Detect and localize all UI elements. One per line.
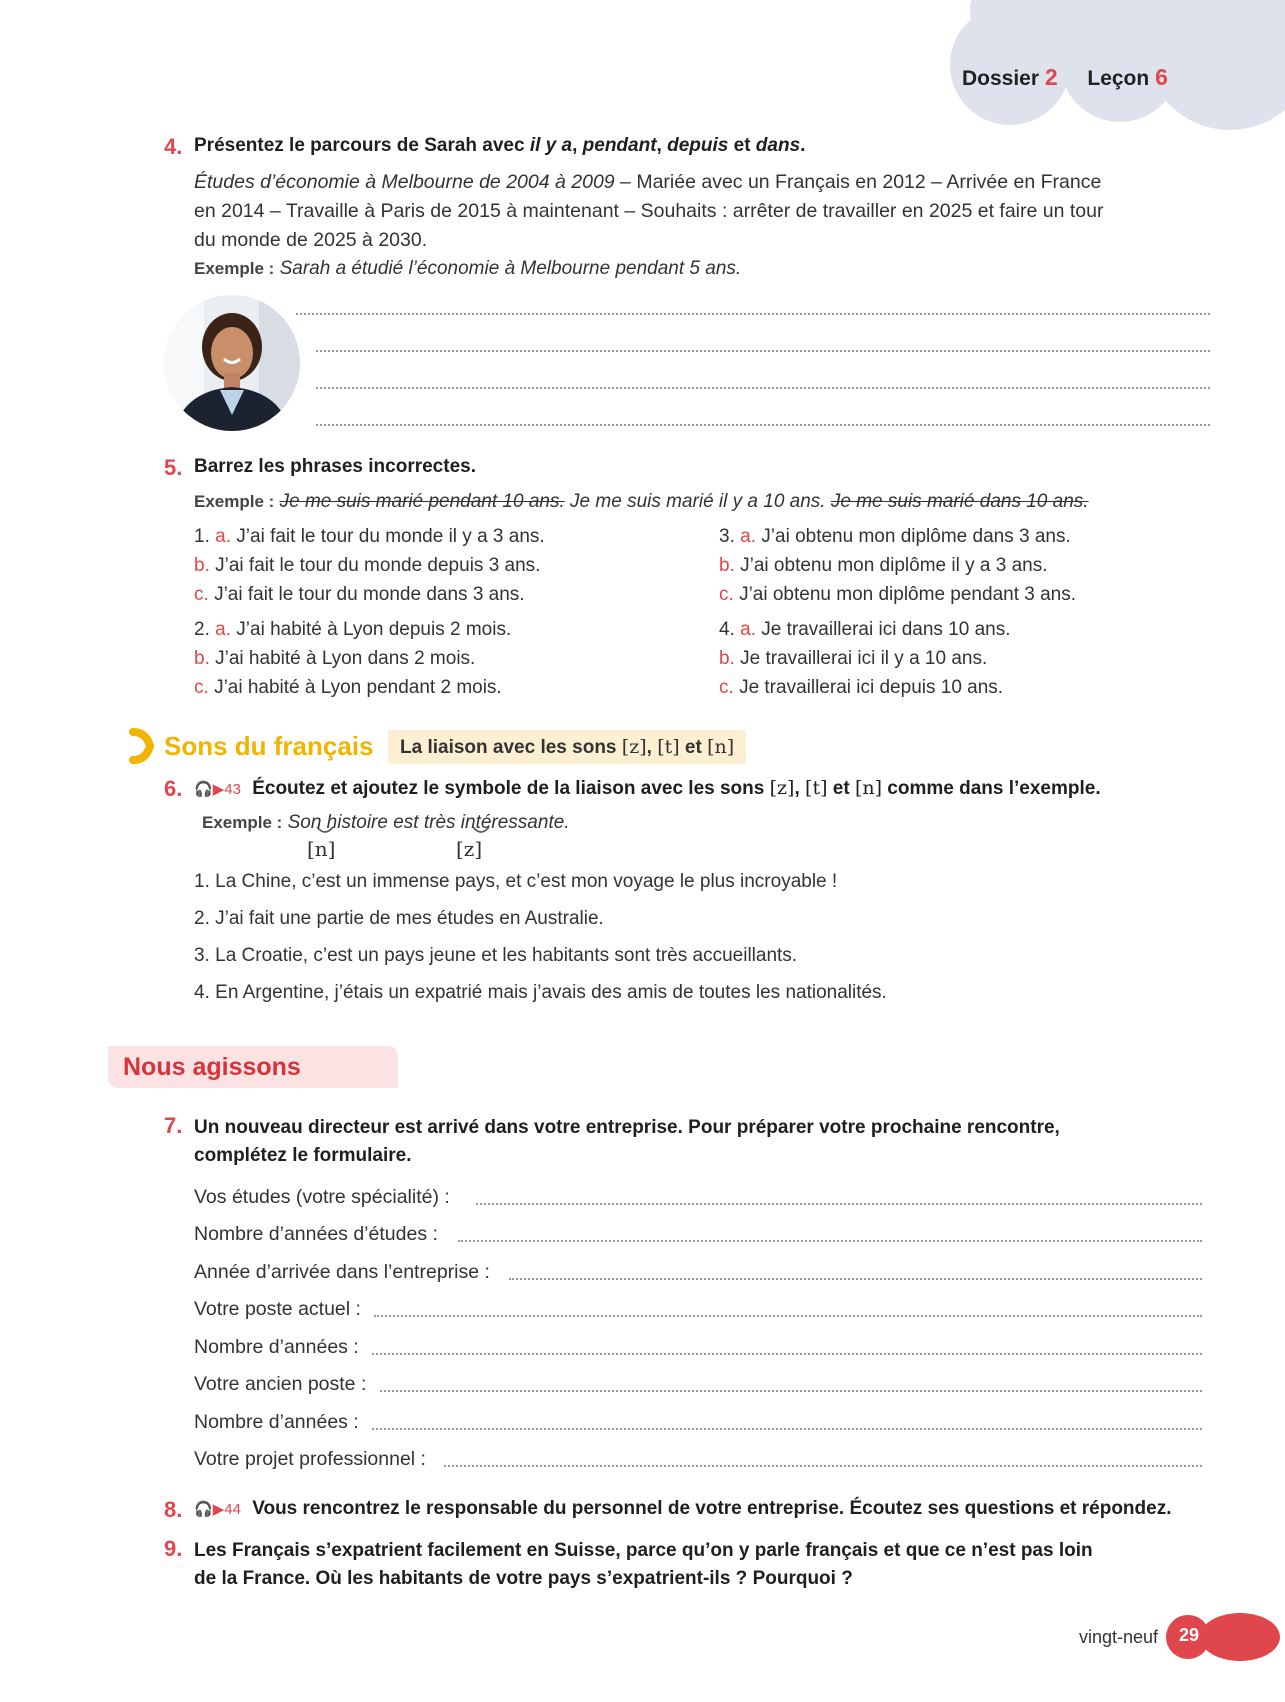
ex5-g2-c-text: J’ai habité à Lyon pendant 2 mois. xyxy=(214,677,502,698)
field-arrivee-label: Année d’arrivée dans l’entreprise : xyxy=(194,1261,490,1283)
sons-tag xyxy=(388,730,746,764)
field-nombre-annees-2 xyxy=(194,1411,359,1434)
sons-tag-sep: , xyxy=(646,737,658,758)
field-ancien-poste-input[interactable] xyxy=(380,1390,1202,1392)
ex5-g3-a-text: J’ai obtenu mon diplôme dans 3 ans. xyxy=(761,526,1071,547)
ex6-title-z: [z] xyxy=(769,777,795,799)
field-annees-etudes-input[interactable] xyxy=(458,1240,1202,1242)
field-etudes xyxy=(194,1186,450,1209)
nous-agissons-title: Nous agissons xyxy=(123,1053,301,1081)
ex5-letter-a: a. xyxy=(215,526,231,547)
ex6-title-sep: , xyxy=(794,778,806,799)
ex4-title-e: , xyxy=(656,135,668,156)
field-ancien-poste-label: Votre ancien poste : xyxy=(194,1373,367,1395)
field-etudes-label: Vos études (votre spécialité) : xyxy=(194,1186,450,1208)
ex6-title-t: [t] xyxy=(805,777,828,799)
liaison-symbol-n: [n] xyxy=(307,837,336,861)
ex4-answer-line-3[interactable] xyxy=(316,387,1210,389)
ex6-item-2-text: J’ai fait une partie de mes études en Australie. xyxy=(215,908,604,929)
field-poste-actuel-label: Votre poste actuel : xyxy=(194,1298,361,1320)
ex5-g2-c[interactable] xyxy=(194,677,502,699)
ex6-title-et: et xyxy=(827,778,855,799)
field-annees-etudes-label: Nombre d’années d’études : xyxy=(194,1223,438,1245)
ex5-g4-b[interactable] xyxy=(719,648,987,670)
ex4-title-c: , xyxy=(572,135,583,156)
ex6-item-4-text: En Argentine, j’étais un expatrié mais j’avais des amis de toutes les nationalités. xyxy=(215,982,887,1003)
sons-tag-et: et xyxy=(679,737,708,758)
ex6-track-number: 43 xyxy=(224,781,241,798)
ex9-line1: Les Français s’expatrient facilement en Suisse, parce qu’on y parle français et que ce n’est pas loin xyxy=(194,1540,1093,1561)
ex5-letter-b: b. xyxy=(719,555,735,576)
ex5-example-correct: Je me suis marié il y a 10 ans. xyxy=(564,491,831,512)
sarah-photo xyxy=(164,295,300,431)
ex5-example-strike-1: Je me suis marié pendant 10 ans. xyxy=(279,491,565,512)
field-projet xyxy=(194,1448,426,1471)
field-poste-actuel xyxy=(194,1298,361,1321)
field-annees-etudes xyxy=(194,1223,438,1246)
ex5-g4-c-text: Je travaillerai ici depuis 10 ans. xyxy=(739,677,1004,698)
header-lesson xyxy=(962,64,1168,91)
lecon-number: 6 xyxy=(1155,64,1168,90)
ex5-letter-b: b. xyxy=(719,648,735,669)
headphones-icon: 🎧 xyxy=(194,1501,213,1518)
ex9-line2: de la France. Où les habitants de votre pays s’expatrient-ils ? Pourquoi ? xyxy=(194,1568,853,1589)
ex6-item-3-text: La Croatie, c’est un pays jeune et les habitants sont très accueillants. xyxy=(215,945,798,966)
ex5-g4-num: 4. xyxy=(719,619,735,640)
ex6-example-text: Son histoire est très intéressante. xyxy=(287,812,570,833)
ex5-g4-c[interactable] xyxy=(719,677,1003,699)
ex4-title-g: et xyxy=(728,135,756,156)
field-nombre-annees-1 xyxy=(194,1336,359,1359)
audio-track-icon: ▶ xyxy=(212,1501,225,1518)
ex6-title-n: [n] xyxy=(854,777,883,799)
ex8-track-number: 44 xyxy=(224,1501,241,1518)
ex5-example-strike-2: Je me suis marié dans 10 ans. xyxy=(830,491,1089,512)
ex6-title-end: comme dans l’exemple. xyxy=(882,778,1101,799)
ex6-item-3-num: 3. xyxy=(194,945,210,966)
ex8-title-text: Vous rencontrez le responsable du personnel de votre entreprise. Écoutez ses questions et répondez. xyxy=(252,1498,1172,1519)
ex7-number: 7. xyxy=(164,1113,183,1138)
ex6-item-3[interactable] xyxy=(194,945,797,967)
field-poste-actuel-input[interactable] xyxy=(374,1315,1202,1317)
ex4-title-i: . xyxy=(800,135,806,156)
liaison-arcs xyxy=(308,822,608,838)
ex4-answer-line-1[interactable] xyxy=(296,313,1210,315)
ex6-item-4-num: 4. xyxy=(194,982,210,1003)
ex5-example xyxy=(194,491,1089,513)
ex5-g1-b[interactable] xyxy=(194,555,540,577)
ex6-item-1[interactable] xyxy=(194,871,837,893)
ex6-item-4[interactable] xyxy=(194,982,887,1004)
ex5-title: Barrez les phrases incorrectes. xyxy=(194,456,476,477)
ex5-g3-num: 3. xyxy=(719,526,735,547)
ex9-number: 9. xyxy=(164,1536,183,1561)
ex5-g4-a-text: Je travaillerai ici dans 10 ans. xyxy=(761,619,1011,640)
field-ancien-poste xyxy=(194,1373,366,1396)
ex4-example-text: Sarah a étudié l’économie à Melbourne pendant 5 ans. xyxy=(279,258,742,279)
ex4-title-depuis: depuis xyxy=(667,135,729,156)
liaison-arc-n xyxy=(317,827,333,832)
ex4-title-ilya: il y a xyxy=(529,135,573,156)
ex4-example-label: Exemple : xyxy=(194,259,275,278)
ex4-answer-line-4[interactable] xyxy=(316,424,1210,426)
ex5-letter-c: c. xyxy=(719,584,734,605)
ex9-title xyxy=(194,1537,1093,1593)
ex4-line3: du monde de 2025 à 2030. xyxy=(194,229,428,251)
ex7-title-line1: Un nouveau directeur est arrivé dans votre entreprise. Pour préparer votre prochaine rencontre, xyxy=(194,1117,1060,1138)
ex7-title-line2: complétez le formulaire. xyxy=(194,1145,412,1166)
ex5-letter-b: b. xyxy=(194,555,210,576)
ex5-g1-c[interactable] xyxy=(194,584,525,606)
ex5-letter-a: a. xyxy=(740,526,756,547)
field-projet-label: Votre projet professionnel : xyxy=(194,1448,426,1470)
ex5-g3-b-text: J’ai obtenu mon diplôme il y a 3 ans. xyxy=(740,555,1048,576)
ex5-g2-b-text: J’ai habité à Lyon dans 2 mois. xyxy=(215,648,476,669)
ex5-g1-b-text: J’ai fait le tour du monde depuis 3 ans. xyxy=(215,555,541,576)
ex4-line1-italic: Études d’économie à Melbourne de 2004 à 2009 xyxy=(194,171,615,193)
ex5-example-label: Exemple : xyxy=(194,492,275,511)
sons-chevron-icon xyxy=(128,728,158,764)
ex6-item-1-text: La Chine, c’est un immense pays, et c’est mon voyage le plus incroyable ! xyxy=(215,871,838,892)
page-word: vingt-neuf xyxy=(1079,1627,1159,1647)
liaison-symbol-z: [z] xyxy=(456,837,483,861)
ex5-number: 5. xyxy=(164,455,183,480)
ex8-audio[interactable] xyxy=(194,1501,241,1518)
ex4-title xyxy=(194,135,805,157)
ex5-letter-a: a. xyxy=(740,619,756,640)
headphones-icon: 🎧 xyxy=(194,781,213,798)
ex5-letter-c: c. xyxy=(194,584,209,605)
ex6-audio[interactable] xyxy=(194,781,241,798)
ex5-g4-a[interactable] xyxy=(719,619,1011,641)
ex6-item-1-num: 1. xyxy=(194,871,210,892)
ex6-number: 6. xyxy=(164,776,183,801)
dossier-label: Dossier xyxy=(962,67,1040,90)
ex5-g3-b[interactable] xyxy=(719,555,1047,577)
field-projet-input[interactable] xyxy=(444,1465,1202,1467)
ex4-title-dans: dans xyxy=(755,135,801,156)
sons-tag-text: La liaison avec les sons xyxy=(400,737,622,758)
ex4-line1-rest: – Mariée avec un Français en 2012 – Arrivée en France xyxy=(614,171,1102,193)
ex4-answer-line-2[interactable] xyxy=(316,350,1210,352)
page-number: 29 xyxy=(1178,1625,1200,1645)
ex5-g2-num: 2. xyxy=(194,619,210,640)
ex5-g1-a-text: J’ai fait le tour du monde il y a 3 ans. xyxy=(236,526,545,547)
ex5-g2-a[interactable] xyxy=(194,619,511,641)
ex8-title xyxy=(194,1498,1171,1520)
field-arrivee-input[interactable] xyxy=(509,1278,1202,1280)
ex4-example xyxy=(194,258,741,280)
audio-track-icon: ▶ xyxy=(212,781,225,798)
field-nombre-annees-1-input[interactable] xyxy=(372,1353,1202,1355)
ex5-g3-a[interactable] xyxy=(719,526,1071,548)
sons-tag-z: [z] xyxy=(621,736,647,758)
ex4-title-a: Présentez le parcours de Sarah avec xyxy=(194,135,530,156)
ex5-g1-num: 1. xyxy=(194,526,210,547)
ex8-number: 8. xyxy=(164,1497,183,1522)
ex5-letter-a: a. xyxy=(215,619,231,640)
ex4-prompt xyxy=(194,168,1103,255)
ex5-g4-b-text: Je travaillerai ici il y a 10 ans. xyxy=(740,648,988,669)
ex6-item-2[interactable] xyxy=(194,908,604,930)
ex6-item-2-num: 2. xyxy=(194,908,210,929)
ex5-g2-a-text: J’ai habité à Lyon depuis 2 mois. xyxy=(236,619,512,640)
field-nombre-annees-1-label: Nombre d’années : xyxy=(194,1336,359,1358)
ex4-number: 4. xyxy=(164,134,183,159)
ex4-line1 xyxy=(194,168,1103,197)
ex5-letter-c: c. xyxy=(719,677,734,698)
ex5-g3-c-text: J’ai obtenu mon diplôme pendant 3 ans. xyxy=(739,584,1077,605)
field-etudes-input[interactable] xyxy=(476,1203,1202,1205)
field-nombre-annees-2-input[interactable] xyxy=(372,1428,1202,1430)
ex5-g1-a[interactable] xyxy=(194,526,545,548)
lecon-label: Leçon xyxy=(1087,67,1150,90)
sons-tag-t: [t] xyxy=(657,736,680,758)
ex6-example-label: Exemple : xyxy=(202,813,283,832)
dossier-number: 2 xyxy=(1044,64,1058,90)
ex4-line2: en 2014 – Travaille à Paris de 2015 à maintenant – Souhaits : arrêter de travailler en 2025 et faire un tour xyxy=(194,200,1104,222)
ex5-letter-b: b. xyxy=(194,648,210,669)
ex5-g2-b[interactable] xyxy=(194,648,475,670)
ex5-g3-c[interactable] xyxy=(719,584,1076,606)
sons-title: Sons du français xyxy=(164,731,374,761)
liaison-arc-z xyxy=(473,827,489,832)
ex4-title-pendant: pendant xyxy=(582,135,657,156)
ex6-title xyxy=(194,777,1101,800)
ex5-letter-c: c. xyxy=(194,677,209,698)
sons-tag-n: [n] xyxy=(707,736,735,758)
ex6-title-a: Écoutez et ajoutez le symbole de la liaison avec les sons xyxy=(252,778,770,799)
field-arrivee xyxy=(194,1261,490,1284)
ex5-g1-c-text: J’ai fait le tour du monde dans 3 ans. xyxy=(214,584,525,605)
ex7-title xyxy=(194,1114,1060,1170)
field-nombre-annees-2-label: Nombre d’années : xyxy=(194,1411,359,1433)
